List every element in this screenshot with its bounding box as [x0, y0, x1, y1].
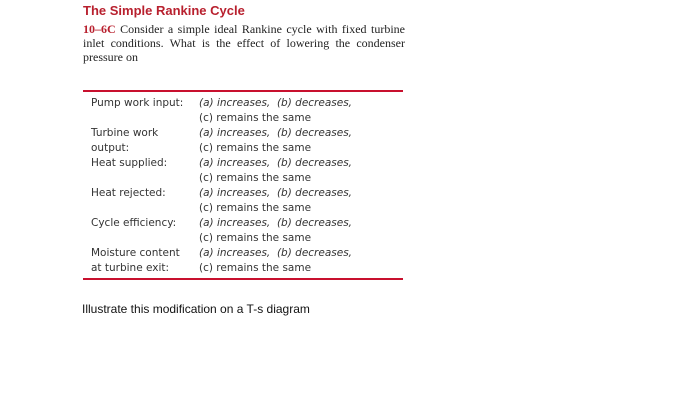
table-row [91, 96, 391, 126]
problem-number: 10–6C [83, 22, 116, 36]
table-row [91, 246, 391, 276]
row-label: Heat supplied: [91, 157, 168, 169]
instruction-text: Illustrate this modification on a T-s diagram [82, 302, 310, 316]
problem-text: Consider a simple ideal Rankine cycle with fixed turbine inlet conditions. What is the effect of lowering the condenser pressure on [83, 22, 405, 64]
effects-table [91, 96, 391, 276]
table-row [91, 216, 391, 246]
section-title: The Simple Rankine Cycle [83, 3, 245, 18]
table-row [91, 186, 391, 216]
row-label: Moisture content at turbine exit: [91, 247, 180, 274]
table-row [91, 156, 391, 186]
table-row [91, 126, 391, 156]
row-options: (a) increases, (b) decreases, (c) remains the same [199, 157, 352, 184]
table-top-rule [83, 90, 403, 92]
row-options: (a) increases, (b) decreases, (c) remains the same [199, 217, 352, 244]
row-options: (a) increases, (b) decreases, (c) remains the same [199, 127, 352, 154]
row-options: (a) increases, (b) decreases, (c) remains the same [199, 187, 352, 214]
row-label: Heat rejected: [91, 187, 166, 199]
row-label: Cycle efficiency: [91, 217, 177, 229]
table-bottom-rule [83, 278, 403, 280]
row-options: (a) increases, (b) decreases, (c) remains the same [199, 247, 352, 274]
row-label: Pump work input: [91, 97, 184, 109]
row-options: (a) increases, (b) decreases, (c) remains the same [199, 97, 352, 124]
row-label: Turbine work output: [91, 127, 159, 154]
problem-statement [83, 22, 405, 64]
